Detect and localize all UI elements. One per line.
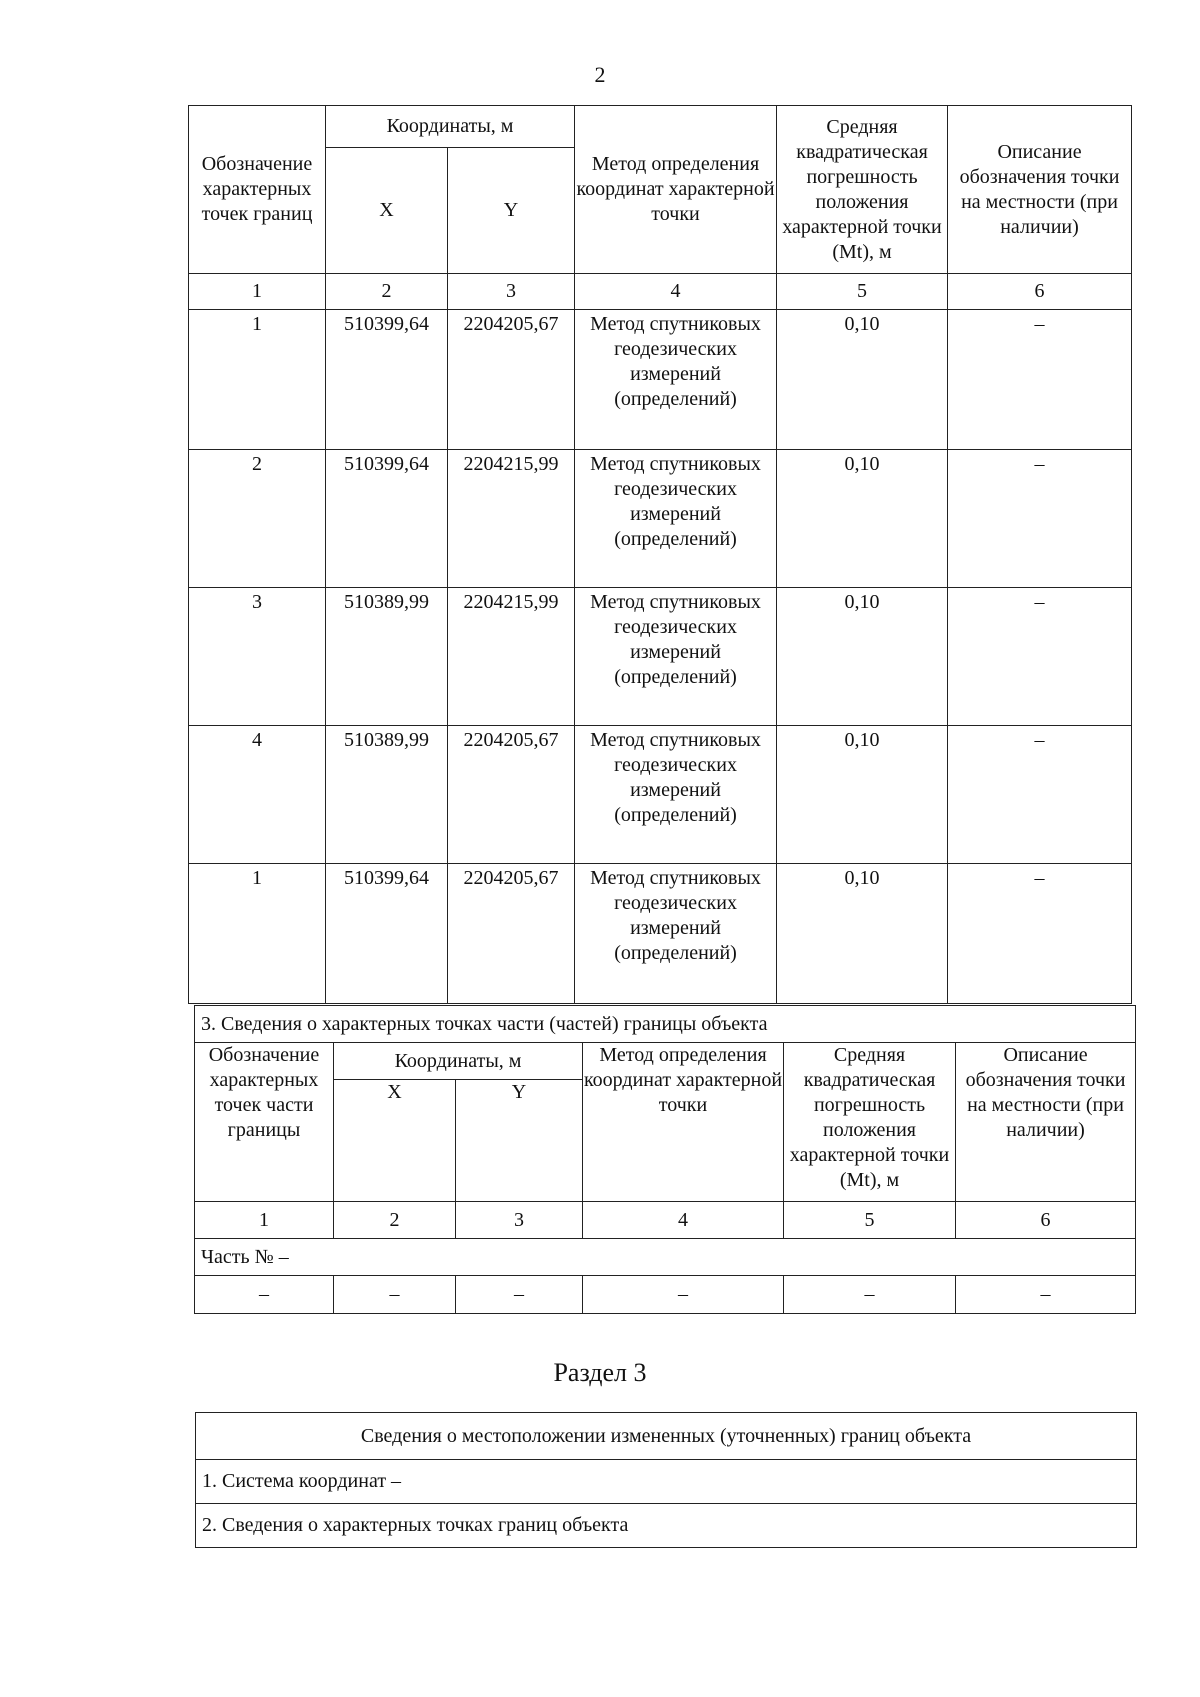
y-value: 2204205,67	[448, 726, 575, 864]
y-value: 2204215,99	[448, 588, 575, 726]
point-id: 1	[189, 310, 326, 450]
mt-value: 0,10	[777, 726, 948, 864]
header-mean-error: Средняя квадратическая погрешность положения характерной точки (Mt), м	[777, 106, 948, 274]
changed-boundaries-title: Сведения о местоположении измененных (уточненных) границ объекта	[196, 1413, 1137, 1460]
x-value: 510389,99	[326, 588, 448, 726]
column-number-row	[195, 1202, 1136, 1239]
column-number: 4	[575, 274, 777, 310]
column-number: 1	[189, 274, 326, 310]
column-number: 6	[948, 274, 1132, 310]
changed-boundaries-table	[195, 1412, 1137, 1548]
header-mean-error: Средняя квадратическая погрешность положения характерной точки (Mt), м	[784, 1043, 956, 1202]
section-heading: Раздел 3	[553, 1358, 647, 1387]
point-id: 3	[189, 588, 326, 726]
description-value: –	[948, 864, 1132, 1004]
header-coordinates: Координаты, м	[334, 1043, 583, 1080]
column-number: 3	[456, 1202, 583, 1239]
y-value: 2204205,67	[448, 864, 575, 1004]
mt-value: 0,10	[777, 864, 948, 1004]
dash-cell: –	[784, 1276, 956, 1314]
method-value: Метод спутниковых геодезических измерений (определений)	[575, 588, 777, 726]
table-row	[189, 864, 1132, 1004]
y-value: 2204215,99	[448, 450, 575, 588]
header-description: Описание обозначения точки на местности (при наличии)	[948, 106, 1132, 274]
column-number: 6	[956, 1202, 1136, 1239]
method-value: Метод спутниковых геодезических измерений (определений)	[575, 310, 777, 450]
description-value: –	[948, 588, 1132, 726]
column-number-row	[189, 274, 1132, 310]
point-id: 4	[189, 726, 326, 864]
part-points-table	[194, 1005, 1136, 1314]
header-point-designation: Обозначение характерных точек границ	[189, 106, 326, 274]
header-description: Описание обозначения точки на местности (при наличии)	[956, 1043, 1136, 1202]
header-coordinates: Координаты, м	[326, 106, 575, 148]
point-id: 2	[189, 450, 326, 588]
column-number: 5	[777, 274, 948, 310]
column-number: 5	[784, 1202, 956, 1239]
header-part-point-designation: Обозначение характерных точек части границы	[195, 1043, 334, 1202]
header-method: Метод определения координат характерной точки	[583, 1043, 784, 1202]
header-y: Y	[448, 148, 575, 274]
x-value: 510399,64	[326, 310, 448, 450]
method-value: Метод спутниковых геодезических измерений (определений)	[575, 864, 777, 1004]
method-value: Метод спутниковых геодезических измерений (определений)	[575, 450, 777, 588]
mt-value: 0,10	[777, 588, 948, 726]
mt-value: 0,10	[777, 450, 948, 588]
x-value: 510389,99	[326, 726, 448, 864]
table-row	[189, 588, 1132, 726]
column-number: 1	[195, 1202, 334, 1239]
table-row	[189, 310, 1132, 450]
section-title: 3. Сведения о характерных точках части (частей) границы объекта	[195, 1006, 1136, 1043]
column-number: 4	[583, 1202, 784, 1239]
y-value: 2204205,67	[448, 310, 575, 450]
description-value: –	[948, 726, 1132, 864]
point-id: 1	[189, 864, 326, 1004]
header-y: Y	[456, 1080, 583, 1202]
header-method: Метод определения координат характерной точки	[575, 106, 777, 274]
dash-cell: –	[956, 1276, 1136, 1314]
page-number: 2	[594, 62, 606, 87]
coordinate-system-item: 1. Система координат –	[196, 1460, 1137, 1504]
dash-cell: –	[583, 1276, 784, 1314]
points-table	[188, 105, 1132, 1004]
column-number: 2	[326, 274, 448, 310]
column-number: 3	[448, 274, 575, 310]
description-value: –	[948, 310, 1132, 450]
boundary-points-item: 2. Сведения о характерных точках границ объекта	[196, 1504, 1137, 1548]
header-x: X	[334, 1080, 456, 1202]
header-x: X	[326, 148, 448, 274]
table-row	[189, 450, 1132, 588]
mt-value: 0,10	[777, 310, 948, 450]
x-value: 510399,64	[326, 450, 448, 588]
x-value: 510399,64	[326, 864, 448, 1004]
dash-cell: –	[456, 1276, 583, 1314]
dash-cell: –	[334, 1276, 456, 1314]
part-label: Часть № –	[195, 1239, 1136, 1276]
description-value: –	[948, 450, 1132, 588]
column-number: 2	[334, 1202, 456, 1239]
dash-cell: –	[195, 1276, 334, 1314]
table-row	[195, 1276, 1136, 1314]
table-row	[189, 726, 1132, 864]
method-value: Метод спутниковых геодезических измерений (определений)	[575, 726, 777, 864]
